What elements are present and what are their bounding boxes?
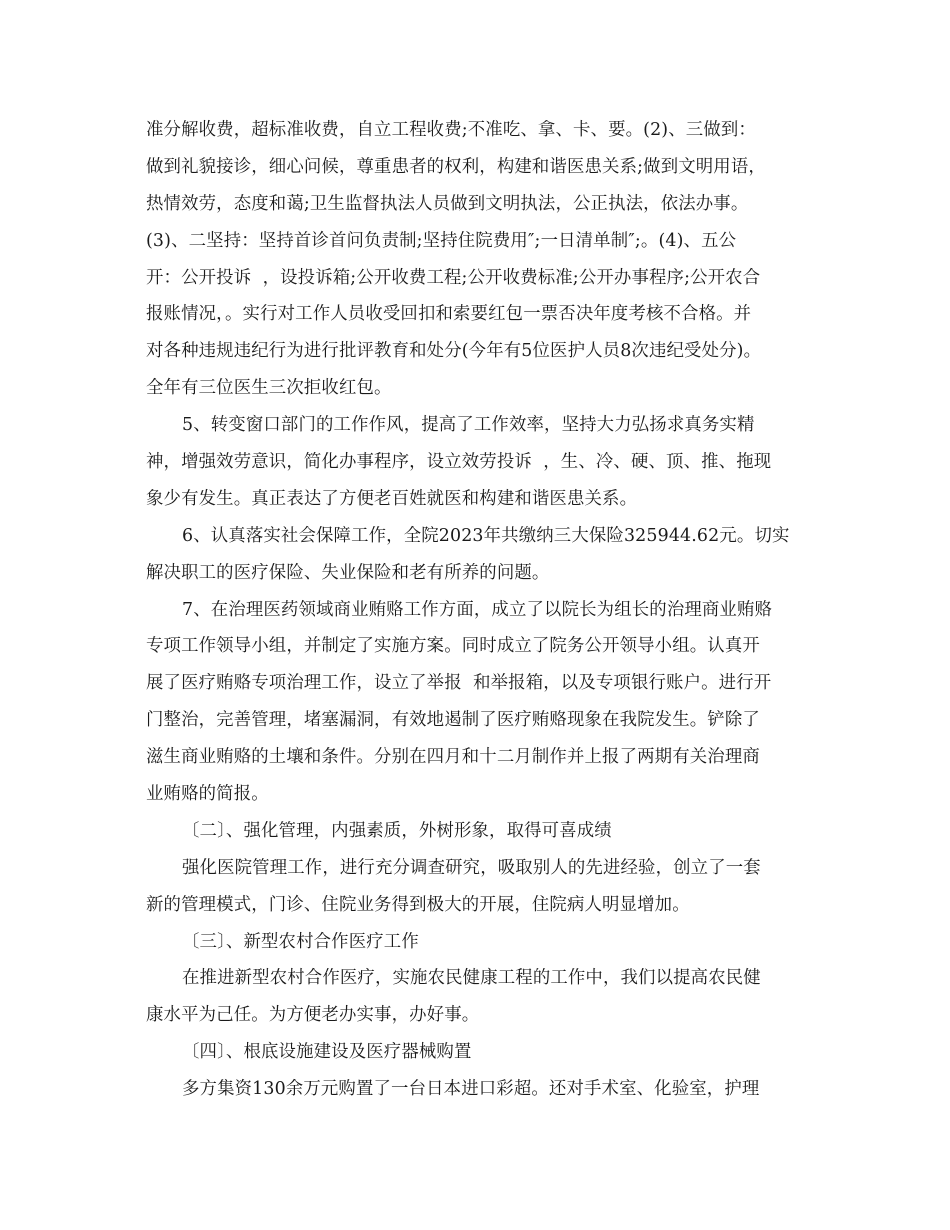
- text-line: 解决职工的医疗保险、失业保险和老有所养的问题。: [146, 562, 550, 583]
- section-heading: 〔四〕、根底设施建设及医疗器械购置: [182, 1042, 472, 1063]
- text-line: 热情效劳，态度和蔼;卫生监督执法人员做到文明执法，公正执法，依法办事。: [146, 193, 749, 214]
- text-line: 展了医疗贿赂专项治理工作，设立了举报 和举报箱，以及专项银行账户。进行开: [146, 673, 772, 694]
- paragraph-start: 多方集资130余万元购置了一台日本进口彩超。还对手术室、化验室，护理: [182, 1079, 760, 1100]
- text-line: 康水平为己任。为方便老办实事，办好事。: [146, 1005, 480, 1026]
- text-line: 业贿赂的简报。: [146, 784, 269, 805]
- paragraph-start: 强化医院管理工作，进行充分调查研究，吸取别人的先进经验，创立了一套: [182, 857, 761, 878]
- document-body: [146, 112, 806, 1108]
- section-heading: 〔二〕、强化管理，内强素质，外树形象，取得可喜成绩: [182, 820, 612, 841]
- text-line: 报账情况，。实行对工作人员收受回扣和索要红包一票否决年度考核不合格。并: [146, 304, 752, 325]
- text-line: 对各种违规违纪行为进行批评教育和处分(今年有5位医护人员8次违纪受处分)。: [146, 341, 762, 362]
- paragraph-start: 5、转变窗口部门的工作作风，提高了工作效率，坚持大力弘扬求真务实精: [182, 415, 755, 436]
- text-line: 象少有发生。真正表达了方便老百姓就医和构建和谐医患关系。: [146, 488, 638, 509]
- text-line: 滋生商业贿赂的土壤和条件。分别在四月和十二月制作并上报了两期有关治理商: [146, 747, 760, 768]
- text-line: 开：公开投诉 ，设投诉箱;公开收费工程;公开收费标准;公开办事程序;公开农合: [146, 267, 761, 288]
- paragraph-start: 在推进新型农村合作医疗，实施农民健康工程的工作中，我们以提高农民健: [182, 968, 761, 989]
- text-line: 神，增强效劳意识，简化办事程序，设立效劳投诉 ，生、冷、硬、顶、推、拖现: [146, 452, 772, 473]
- text-line: 准分解收费，超标准收费，自立工程收费;不准吃、拿、卡、要。(2)、三做到：: [146, 120, 756, 140]
- text-line: 全年有三位医生三次拒收红包。: [146, 378, 392, 399]
- section-heading: 〔三〕、新型农村合作医疗工作: [182, 931, 419, 952]
- paragraph-start: 7、在治理医药领域商业贿赂工作方面，成立了以院长为组长的治理商业贿赂: [182, 599, 773, 620]
- text-line: 做到礼貌接诊，细心问候，尊重患者的权利，构建和谐医患关系;做到文明用语，: [146, 156, 766, 177]
- text-line: (3)、二坚持：坚持首诊首问负责制;坚持住院费用″;一日清单制″;。(4)、五公: [146, 230, 737, 251]
- paragraph-start: 6、认真落实社会保障工作，全院2023年共缴纳三大保险325944.62元。切实: [182, 525, 790, 546]
- text-line: 门整治，完善管理，堵塞漏洞，有效地遏制了医疗贿赂现象在我院发生。铲除了: [146, 710, 760, 731]
- text-line: 新的管理模式，门诊、住院业务得到极大的开展，住院病人明显增加。: [146, 894, 690, 915]
- text-line: 专项工作领导小组，并制定了实施方案。同时成立了院务公开领导小组。认真开: [146, 636, 760, 657]
